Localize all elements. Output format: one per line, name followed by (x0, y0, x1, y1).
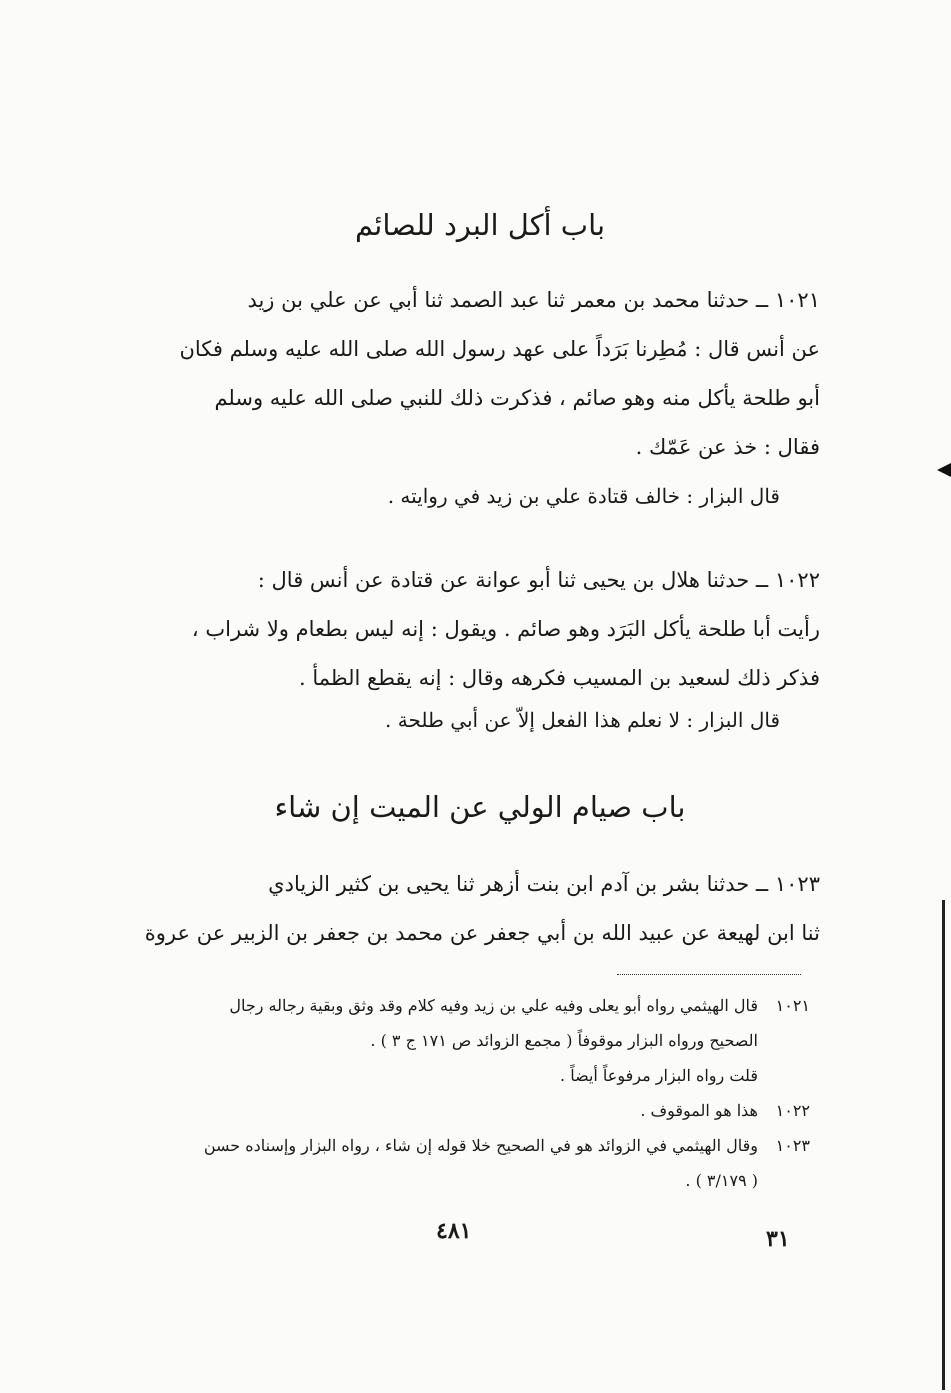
footnote-indent (758, 1023, 810, 1058)
page-number: ٤٨١ (436, 1218, 472, 1244)
footnote-1021-cont2 (130, 1058, 810, 1093)
binding-edge-line (942, 900, 945, 1390)
footnote-1022 (130, 1093, 810, 1128)
bazzar-note-1022: قال البزار : لا نعلم هذا الفعل إلاّ عن أبي طلحة . (385, 708, 780, 732)
chapter-heading-cold-for-fasting: باب أكل البرد للصائم (354, 208, 606, 242)
footnote-text: هذا هو الموقوف . (640, 1101, 758, 1120)
hadith-line: ١٠٢٢ ــ حدثنا هلال بن يحيى ثنا أبو عوانة عن قتادة عن أنس قال : (257, 568, 820, 592)
edge-marker-icon (937, 463, 951, 477)
hadith-1022 (138, 556, 820, 703)
hadith-line: ١٠٢١ ــ حدثنا محمد بن معمر ثنا عبد الصمد ثنا أبي عن علي بن زيد (247, 288, 820, 312)
chapter-heading-fasting-for-deceased: باب صيام الولي عن الميت إن شاء (274, 790, 686, 824)
footnote-1021 (130, 988, 810, 1023)
footnote-text: الصحيح ورواه البزار موقوفاً ( مجمع الزوائد ص ١٧١ ج ٣ ) . (370, 1031, 758, 1050)
footnote-number: ١٠٢٢ (775, 1101, 810, 1120)
footnote-1023-cont (130, 1163, 810, 1198)
footnote-separator (617, 974, 801, 975)
footnote-indent (758, 1058, 810, 1093)
hadith-line: أبو طلحة يأكل منه وهو صائم ، فذكرت ذلك للنبي صلى الله عليه وسلم (214, 386, 820, 410)
footnote-text: ( ٣/١٧٩ ) . (685, 1171, 758, 1190)
footnote-text: قال الهيثمي رواه أبو يعلى وفيه علي بن زيد وفيه كلام وقد وثق وبقية رجاله رجال (229, 996, 758, 1015)
footnotes (130, 988, 810, 1198)
footnote-number: ١٠٢٣ (775, 1136, 810, 1155)
hadith-line: ١٠٢٣ ــ حدثنا بشر بن آدم ابن بنت أزهر ثنا يحيى بن كثير الزيادي (268, 872, 820, 896)
footnote-text: قلت رواه البزار مرفوعاً أيضاً . (560, 1066, 758, 1085)
bazzar-note-1021: قال البزار : خالف قتادة علي بن زيد في روايته . (387, 484, 780, 508)
footnote-indent (758, 1163, 810, 1198)
hadith-1021 (138, 276, 820, 472)
hadith-line: فذكر ذلك لسعيد بن المسيب فكرهه وقال : إنه يقطع الظمأ . (299, 666, 820, 690)
footnote-text: وقال الهيثمي في الزوائد هو في الصحيح خلا قوله إن شاء ، رواه البزار وإسناده حسن (203, 1136, 758, 1155)
hadith-line: عن أنس قال : مُطِرنا بَرَداً على عهد رسول الله صلى الله عليه وسلم فكان (179, 337, 820, 361)
hadith-line: فقال : خذ عن عَمّك . (635, 435, 820, 459)
footnote-number: ١٠٢١ (775, 996, 810, 1015)
hadith-1023 (138, 860, 820, 958)
footnote-1021-cont (130, 1023, 810, 1058)
hadith-line: رأيت أبا طلحة يأكل البَرَد وهو صائم . ويقول : إنه ليس بطعام ولا شراب ، (191, 617, 820, 641)
footnote-1023 (130, 1128, 810, 1163)
secondary-page-number: ٣١ (766, 1226, 790, 1252)
hadith-line: ثنا ابن لهيعة عن عبيد الله بن أبي جعفر عن محمد بن جعفر بن الزبير عن عروة (144, 921, 820, 945)
